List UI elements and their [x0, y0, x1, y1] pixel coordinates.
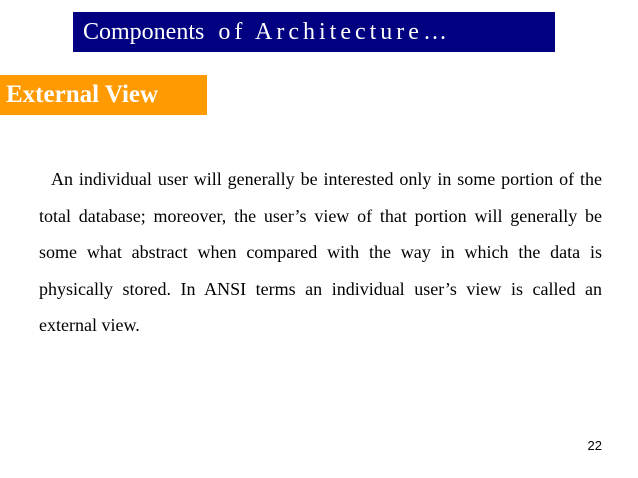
slide-title-spaced: of Architecture… — [218, 19, 451, 45]
slide-title-bar — [73, 12, 555, 52]
section-label: External View — [0, 75, 207, 115]
page-number: 22 — [587, 438, 602, 453]
slide-title-main: Components — [83, 19, 205, 45]
body-paragraph: An individual user will generally be interested only in some portion of the total database; moreover, the user’s view of that portion will generally be some what abstract when compared with the way in which the data is physically stored. In ANSI terms an individual user’s view is called an external view. — [39, 169, 602, 335]
